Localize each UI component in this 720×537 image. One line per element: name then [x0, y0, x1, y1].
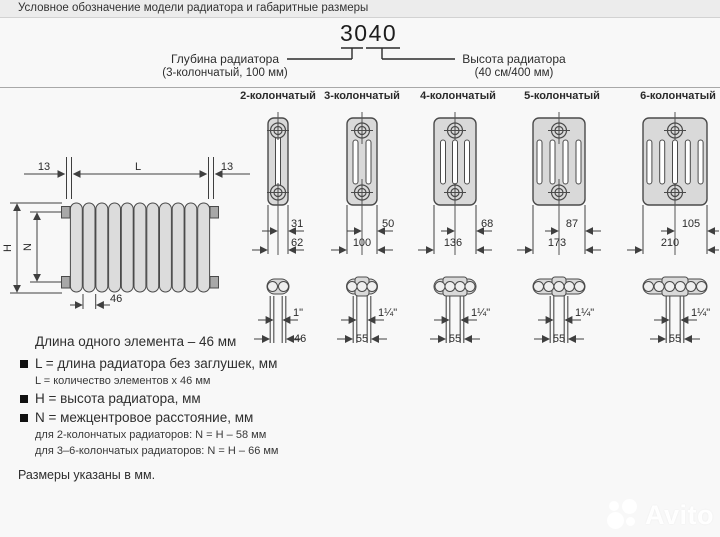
- legend-item-h: H = высота радиатора, мм: [35, 391, 420, 407]
- avito-watermark: [607, 499, 714, 531]
- legend-sub-n1: для 2-колончатых радиаторов: N = H – 58 мм: [35, 429, 267, 441]
- dim-cap-right: 13: [220, 161, 234, 173]
- watermark-brand: Avito: [645, 499, 714, 530]
- dim-half-3col: 50: [382, 218, 395, 230]
- model-code: 3040: [340, 20, 398, 46]
- top-view-6col: [643, 277, 710, 345]
- legend-sub-n2: для 3–6-колончатых радиаторов: N = H – 66 мм: [35, 445, 279, 457]
- dim-half-6col: 105: [681, 218, 701, 230]
- dim-full-3col: 100: [352, 237, 372, 249]
- cross-section-2col: [252, 112, 306, 345]
- dim-half-2col: 31: [291, 218, 304, 230]
- dim-pipe-4col: 1¼": [471, 307, 491, 319]
- dim-center-distance: N: [22, 243, 34, 251]
- dim-full-5col: 173: [547, 237, 567, 249]
- bullet-square-icon: [20, 395, 28, 403]
- column-header-5: 5-колончатый: [524, 90, 600, 102]
- dim-height: H: [2, 244, 14, 252]
- cross-section-5col: [517, 112, 601, 345]
- dim-half-4col: 68: [481, 218, 494, 230]
- height-label: Высота радиатора: [462, 52, 566, 66]
- dim-pipe-6col: 1¼": [691, 307, 711, 319]
- element-length-note: Длина одного элемента – 46 мм: [35, 334, 237, 349]
- dim-element: 46: [110, 293, 123, 305]
- legend-item-l: L = длина радиатора без заглушек, мм: [35, 356, 420, 372]
- depth-sub-label: (3-колончатый, 100 мм): [162, 67, 288, 79]
- dim-full-4col: 136: [443, 237, 463, 249]
- legend-sub-l: L = количество элементов х 46 мм: [35, 375, 211, 387]
- page-title: Условное обозначение модели радиатора и габаритные размеры: [18, 2, 369, 14]
- legend-item-n: N = межцентровое расстояние, мм: [35, 410, 420, 426]
- units-note: Размеры указаны в мм.: [18, 468, 156, 482]
- depth-label: Глубина радиатора: [170, 52, 280, 66]
- cross-section-3col: [331, 112, 397, 345]
- dim-half-5col: 87: [565, 218, 579, 230]
- top-view-4col: [430, 277, 490, 345]
- column-header-3: 3-колончатый: [324, 90, 400, 102]
- dim-spacing-6col: 55: [668, 333, 682, 345]
- front-view: [2, 157, 250, 309]
- column-header-2: 2-колончатый: [240, 90, 316, 102]
- dim-pipe-2col: 1": [293, 307, 304, 319]
- column-header-4: 4-колончатый: [420, 90, 496, 102]
- dim-spacing-3col: 55: [355, 333, 369, 345]
- cross-section-4col: [418, 112, 493, 345]
- dim-spacing-4col: 55: [448, 333, 462, 345]
- cross-section-6col: [627, 112, 719, 345]
- avito-logo-icon: [607, 499, 641, 531]
- column-header-6: 6-колончатый: [640, 90, 716, 102]
- dim-spacing-2col: 46: [294, 333, 307, 345]
- dim-pipe-3col: 1¼": [378, 307, 398, 319]
- bullet-square-icon: [20, 414, 28, 422]
- dim-full-6col: 210: [660, 237, 680, 249]
- radiator-body: [70, 203, 209, 292]
- height-sub-label: (40 см/400 мм): [474, 67, 554, 79]
- bullet-square-icon: [20, 360, 28, 368]
- dim-length: L: [134, 161, 142, 173]
- top-view-5col: [533, 277, 594, 345]
- dim-full-2col: 62: [291, 237, 304, 249]
- dim-pipe-5col: 1¼": [575, 307, 595, 319]
- legend: [0, 334, 420, 482]
- model-code-brackets: [287, 48, 455, 59]
- dim-cap-left: 13: [37, 161, 51, 173]
- dim-spacing-5col: 55: [552, 333, 566, 345]
